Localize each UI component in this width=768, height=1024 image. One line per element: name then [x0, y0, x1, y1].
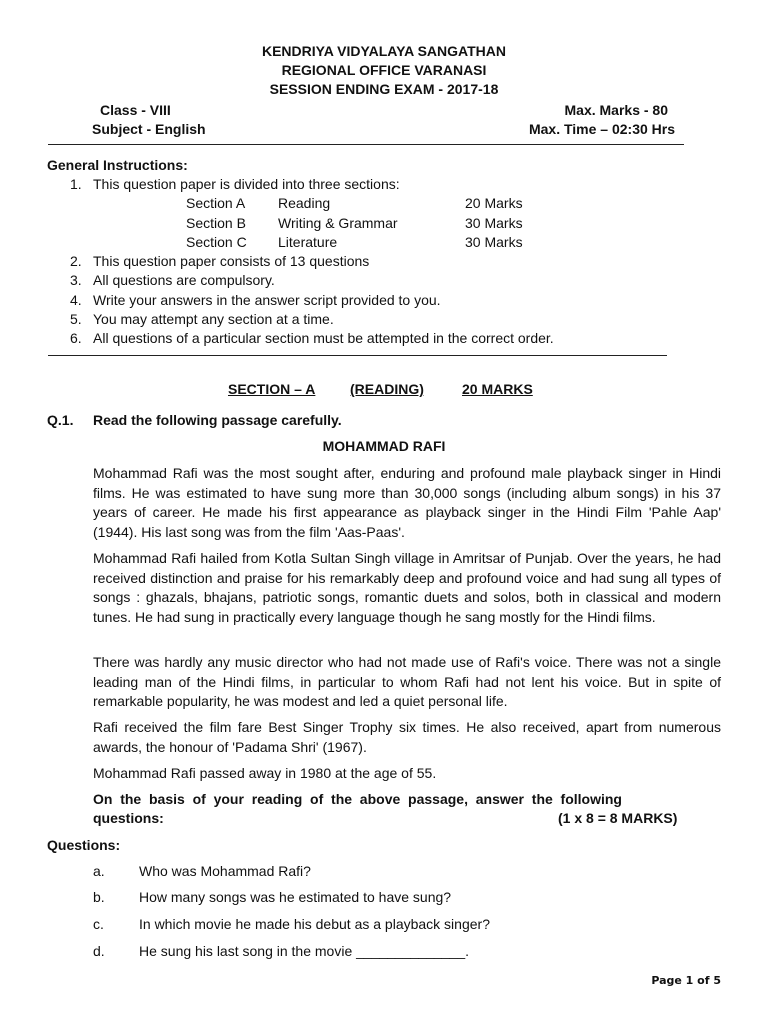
question-text: In which movie he made his debut as a playback singer?	[139, 916, 490, 932]
instruction-number: 6.	[70, 330, 82, 346]
instruction-text: All questions of a particular section must be attempted in the correct order.	[93, 330, 554, 346]
section-marks: 30 Marks	[465, 234, 523, 250]
section-marks: 30 Marks	[465, 215, 523, 231]
passage-paragraph: Mohammad Rafi passed away in 1980 at the age of 55.	[93, 765, 437, 781]
max-marks: Max. Marks - 80	[564, 102, 668, 118]
passage-paragraph: There was hardly any music director who had not made use of Rafi's voice. There was not a single leading man of the Hindi films, in particular to whom Rafi had not lent his voice. But in spite of remarkable popularity, he was modest and led a quiet personal life.	[93, 654, 721, 710]
section-topic: Literature	[278, 234, 338, 250]
instruction-number: 2.	[70, 253, 82, 269]
instruction-text: Write your answers in the answer script provided to you.	[93, 292, 441, 308]
questions-label: Questions:	[47, 837, 121, 853]
max-time: Max. Time – 02:30 Hrs	[528, 121, 675, 137]
section-a-label: SECTION – A	[228, 381, 316, 397]
instruction-text: All questions are compulsory.	[93, 272, 275, 288]
question-text: How many songs was he estimated to have sung?	[139, 889, 452, 905]
question-text: Who was Mohammad Rafi?	[139, 863, 311, 879]
passage-paragraph: Mohammad Rafi hailed from Kotla Sultan Singh village in Amritsar of Punjab. Over the years, he had received distinction and praise for his remarkably deep and profound voice and had sung all types of songs : ghazals, bhajans, patriotic songs, romantic duets and solos, both in classical and modern tunes. He had sung in practically every language though he sang mostly for the Hindi films.	[93, 550, 721, 625]
question-letter: a.	[93, 863, 105, 879]
instruction-number: 4.	[70, 292, 82, 308]
class-label: Class - VIII	[100, 102, 171, 118]
answer-instruction: On the basis of your reading of the above passage, answer the following	[93, 791, 622, 807]
marks-allocation: (1 x 8 = 8 MARKS)	[558, 810, 678, 826]
section-a-marks: 20 MARKS	[462, 381, 533, 397]
passage-title: MOHAMMAD RAFI	[322, 438, 446, 454]
instruction-number: 5.	[70, 311, 82, 327]
section-name: Section B	[186, 215, 246, 231]
instruction-number: 3.	[70, 272, 82, 288]
question-text: He sung his last song in the movie ______________.	[139, 943, 470, 959]
section-a-name: (READING)	[350, 381, 424, 397]
question-prompt: Read the following passage carefully.	[93, 412, 342, 428]
instructions-divider	[48, 355, 667, 356]
section-marks: 20 Marks	[465, 195, 523, 211]
passage-paragraph: Mohammad Rafi was the most sought after, enduring and profound male playback singer in Hindi films. He was estimated to have sung more than 30,000 songs (including album songs) in his 37 years of career. He made his first appearance as playback singer in the Hindi Film 'Pahle Aap' (1944). His last song was from the film 'Aas-Paas'.	[93, 465, 721, 540]
question-letter: d.	[93, 943, 105, 959]
office-name: REGIONAL OFFICE VARANASI	[281, 62, 487, 78]
instruction-text: This question paper consists of 13 questions	[93, 253, 370, 269]
section-topic: Reading	[278, 195, 331, 211]
exam-title: SESSION ENDING EXAM - 2017-18	[269, 81, 499, 97]
header-divider	[48, 144, 684, 145]
page-number: Page 1 of 5	[651, 974, 721, 987]
question-letter: c.	[93, 916, 104, 932]
section-topic: Writing & Grammar	[278, 215, 398, 231]
section-name: Section A	[186, 195, 246, 211]
instruction-number: 1.	[70, 176, 82, 192]
instruction-text: This question paper is divided into three sections:	[93, 176, 400, 192]
section-name: Section C	[186, 234, 247, 250]
org-name: KENDRIYA VIDYALAYA SANGATHAN	[261, 43, 506, 59]
question-number: Q.1.	[47, 412, 74, 428]
subject-label: Subject - English	[92, 121, 206, 137]
passage-paragraph: Rafi received the film fare Best Singer Trophy six times. He also received, apart from numerous awards, the honour of 'Padama Shri' (1967).	[93, 719, 721, 755]
instruction-text: You may attempt any section at a time.	[93, 311, 334, 327]
answer-instruction-cont: questions:	[93, 810, 164, 826]
instructions-title: General Instructions:	[47, 157, 188, 173]
question-letter: b.	[93, 889, 105, 905]
